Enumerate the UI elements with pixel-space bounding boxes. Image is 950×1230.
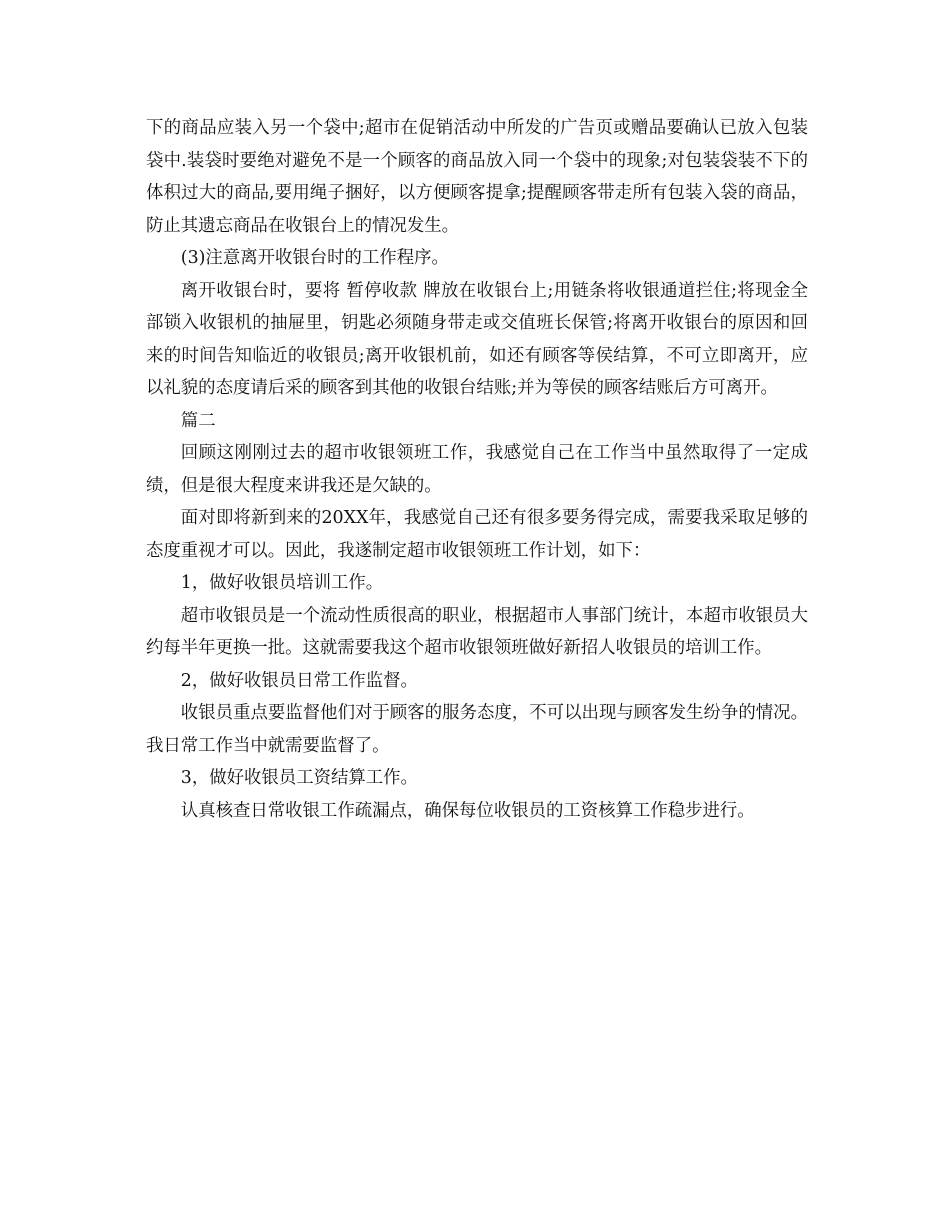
paragraph-payroll: 认真核查日常收银工作疏漏点，确保每位收银员的工资核算工作稳步进行。 — [180, 800, 755, 821]
section-heading-leave-counter: (3)注意离开收银台时的工作程序。 — [180, 248, 449, 268]
item-heading-training: 1，做好收银员培训工作。 — [180, 573, 384, 593]
paragraph-continuation: 下的商品应装入另一个袋中;超市在促销活动中所发的广告页或赠品要确认已放入包装袋中.装袋时要绝对避免不是一个顾客的商品放入同一个袋中的现象;对包装袋装不下的体积过大的商品,要用绳子捆好，以方便顾客提拿;提醒顾客带走所有包装入袋的商品，防止其遗忘商品在收银台上的情况发生。 — [146, 118, 808, 236]
item-heading-payroll: 3，做好收银员工资结算工作。 — [180, 768, 418, 788]
document-page — [146, 112, 808, 827]
paragraph-supervision: 收银员重点要监督他们对于顾客的服务态度，不可以出现与顾客发生纷争的情况。我日常工作当中就需要监督了。 — [146, 703, 808, 756]
item-heading-supervision: 2，做好收银员日常工作监督。 — [180, 670, 418, 691]
paragraph-review: 回顾这刚刚过去的超市收银领班工作，我感觉自己在工作当中虽然取得了一定成绩，但是很大程度来讲我还是欠缺的。 — [146, 443, 808, 496]
part-two-heading: 篇二 — [180, 410, 216, 431]
paragraph-leave-counter: 离开收银台时，要将 暂停收款 牌放在收银台上;用链条将收银通道拦住;将现金全部锁入收银机的抽屉里，钥匙必须随身带走或交值班长保管;将离开收银台的原因和回来的时间告知临近的收银员;离开收银机前，如还有顾客等侯结算，不可立即离开，应以礼貌的态度请后采的顾客到其他的收银台结账;并为等侯的顾客结账后方可离开。 — [146, 280, 808, 398]
paragraph-plan-intro: 面对即将新到来的20XX年，我感觉自己还有很多要务得完成，需要我采取足够的态度重视才可以。因此，我遂制定超市收银领班工作计划，如下： — [146, 508, 808, 561]
paragraph-training: 超市收银员是一个流动性质很高的职业，根据超市人事部门统计，本超市收银员大约每半年更换一批。这就需要我这个超市收银领班做好新招人收银员的培训工作。 — [146, 605, 808, 658]
